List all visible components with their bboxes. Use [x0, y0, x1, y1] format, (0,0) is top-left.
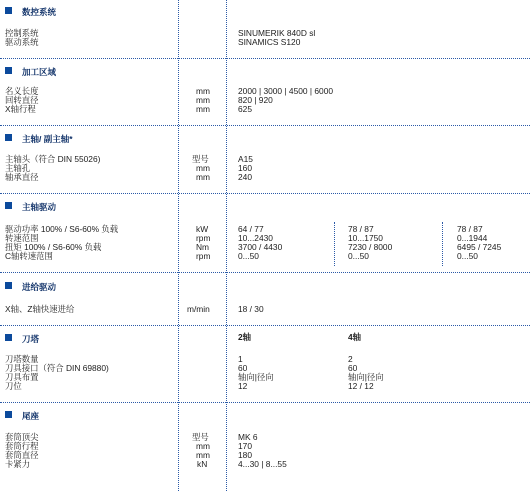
row-unit: 型号 — [192, 154, 209, 164]
row-label: 主轴头（符合 DIN 55026) — [5, 154, 101, 164]
row-value: A15 — [238, 154, 253, 164]
section-title-spindle: 主轴/ 副主轴* — [22, 134, 73, 144]
row-label: 套筒直径 — [5, 450, 39, 460]
row-value: 60 — [238, 363, 248, 373]
row-unit: Nm — [196, 242, 210, 252]
row-unit: mm — [196, 104, 210, 114]
row-value: 78 / 87 — [457, 224, 483, 234]
row-value: 240 — [238, 172, 252, 182]
row-label: 套筒行程 — [5, 441, 39, 451]
row-value: 2000 | 3000 | 4500 | 6000 — [238, 86, 334, 96]
row-value: MK 6 — [238, 432, 258, 442]
row-value: 轴向|径向 — [348, 372, 384, 382]
row-value: 6495 / 7245 — [457, 242, 502, 252]
row-unit: rpm — [196, 233, 211, 243]
section-marker — [5, 411, 12, 418]
row-value: 625 — [238, 104, 252, 114]
section-title-work-area: 加工区域 — [22, 67, 57, 77]
row-value: 170 — [238, 441, 252, 451]
row-unit: 型号 — [192, 432, 209, 442]
row-unit: mm — [196, 95, 210, 105]
section-divider — [0, 125, 530, 126]
row-unit: mm — [196, 441, 210, 451]
section-divider — [0, 325, 530, 326]
row-label: C轴转速范围 — [5, 251, 53, 261]
variant-divider — [442, 222, 443, 266]
section-marker — [5, 134, 12, 141]
section-marker — [5, 202, 12, 209]
row-value: 10...2430 — [238, 233, 273, 243]
row-label: 控制系统 — [5, 28, 39, 38]
row-value: 2 — [348, 354, 353, 364]
row-label: 转速范围 — [5, 233, 39, 243]
row-label: 名义长度 — [5, 86, 39, 96]
section-marker — [5, 282, 12, 289]
row-label: 驱动系统 — [5, 37, 39, 47]
row-value: 820 | 920 — [238, 95, 273, 105]
row-value: 0...50 — [238, 251, 259, 261]
section-marker — [5, 7, 12, 14]
row-value: 10...1750 — [348, 233, 383, 243]
row-value: SINUMERIK 840D sl — [238, 28, 316, 38]
turret-column-header: 4轴 — [348, 332, 362, 342]
row-unit: mm — [196, 450, 210, 460]
row-label: 轴承直径 — [5, 172, 39, 182]
row-unit: mm — [196, 172, 210, 182]
section-title-tailstock: 尾座 — [22, 411, 40, 421]
row-label: 刀具布置 — [5, 372, 39, 382]
row-value: 12 — [238, 381, 248, 391]
section-divider — [0, 272, 530, 273]
section-title-cnc: 数控系统 — [22, 7, 57, 17]
row-label: 刀位 — [5, 381, 22, 391]
column-divider — [178, 0, 179, 491]
row-value: 60 — [348, 363, 358, 373]
row-label: 卡紧力 — [5, 459, 31, 469]
column-divider — [226, 0, 227, 491]
row-value: 0...1944 — [457, 233, 488, 243]
row-unit: rpm — [196, 251, 211, 261]
row-value: 7230 / 8000 — [348, 242, 393, 252]
row-unit: m/min — [187, 304, 210, 314]
row-label: 套筒顶尖 — [5, 432, 39, 442]
row-unit: mm — [196, 86, 210, 96]
row-unit: kW — [196, 224, 209, 234]
row-value: 12 / 12 — [348, 381, 374, 391]
row-label: 刀具接口（符合 DIN 69880) — [5, 363, 109, 373]
row-label: 主轴孔 — [5, 163, 31, 173]
section-title-feed-drive: 进给驱动 — [22, 282, 57, 292]
row-value: 4...30 | 8...55 — [238, 459, 287, 469]
row-value: 3700 / 4430 — [238, 242, 283, 252]
row-label: 回转直径 — [5, 95, 39, 105]
row-unit: mm — [196, 163, 210, 173]
row-value: 0...50 — [348, 251, 369, 261]
section-title-main-drive: 主轴驱动 — [22, 202, 57, 212]
row-value: 180 — [238, 450, 252, 460]
row-value: 160 — [238, 163, 252, 173]
section-divider — [0, 193, 530, 194]
row-label: 驱动功率 100% / S6-60% 负载 — [5, 224, 119, 234]
row-label: 扭矩 100% / S6-60% 负载 — [5, 242, 102, 252]
section-marker — [5, 67, 12, 74]
section-marker — [5, 334, 12, 341]
section-divider — [0, 58, 530, 59]
row-value: 轴向|径向 — [238, 372, 274, 382]
row-label: X轴、Z轴快速进给 — [5, 304, 75, 314]
section-title-turret: 刀塔 — [22, 334, 40, 344]
row-value: 18 / 30 — [238, 304, 264, 314]
row-label: X轴行程 — [5, 104, 36, 114]
row-value: 0...50 — [457, 251, 478, 261]
row-value: 78 / 87 — [348, 224, 374, 234]
row-label: 刀塔数量 — [5, 354, 39, 364]
variant-divider — [334, 222, 335, 266]
turret-column-header: 2轴 — [238, 332, 252, 342]
row-value: SINAMICS S120 — [238, 37, 301, 47]
row-unit: kN — [197, 459, 208, 469]
row-value: 1 — [238, 354, 243, 364]
section-divider — [0, 402, 530, 403]
row-value: 64 / 77 — [238, 224, 264, 234]
